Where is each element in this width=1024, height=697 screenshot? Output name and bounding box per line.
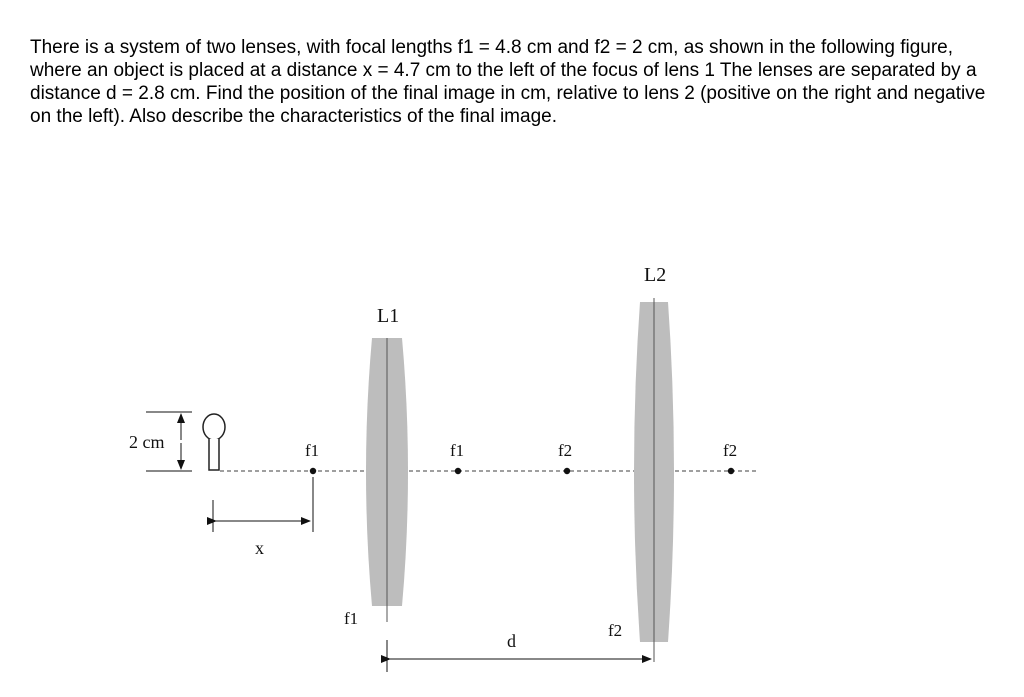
focus-2-left-point [564, 468, 570, 474]
object [203, 414, 225, 470]
focus-1-left-point [310, 468, 316, 474]
focal-length-1-label: f1 [344, 609, 359, 628]
focus-2-left-label: f2 [558, 441, 573, 460]
problem-statement: There is a system of two lenses, with focal lengths f1 = 4.8 cm and f2 = 2 cm, as shown in the following figure, where an object is placed at a distance x = 4.7 cm to the left of the focus of lens 1 The lenses are separated by a distance d = 2.8 cm. Find the position of the final image in cm, relative to lens 2 (positive on the right and negative on the left). Also describe the characteristics of the final image. [30, 37, 986, 127]
lens-1-label: L1 [377, 305, 400, 327]
focus-1-right-label: f1 [450, 441, 465, 460]
focus-2-right-label: f2 [723, 441, 738, 460]
object-distance-label: x [255, 538, 264, 558]
separation-label: d [507, 631, 516, 651]
focal-length-2-label: f2 [608, 621, 623, 640]
focus-1-left-label: f1 [305, 441, 320, 460]
focus-2-right-point [728, 468, 734, 474]
lens-2-label: L2 [644, 264, 667, 286]
focus-1-right-point [455, 468, 461, 474]
object-height-label: 2 cm [129, 432, 165, 452]
